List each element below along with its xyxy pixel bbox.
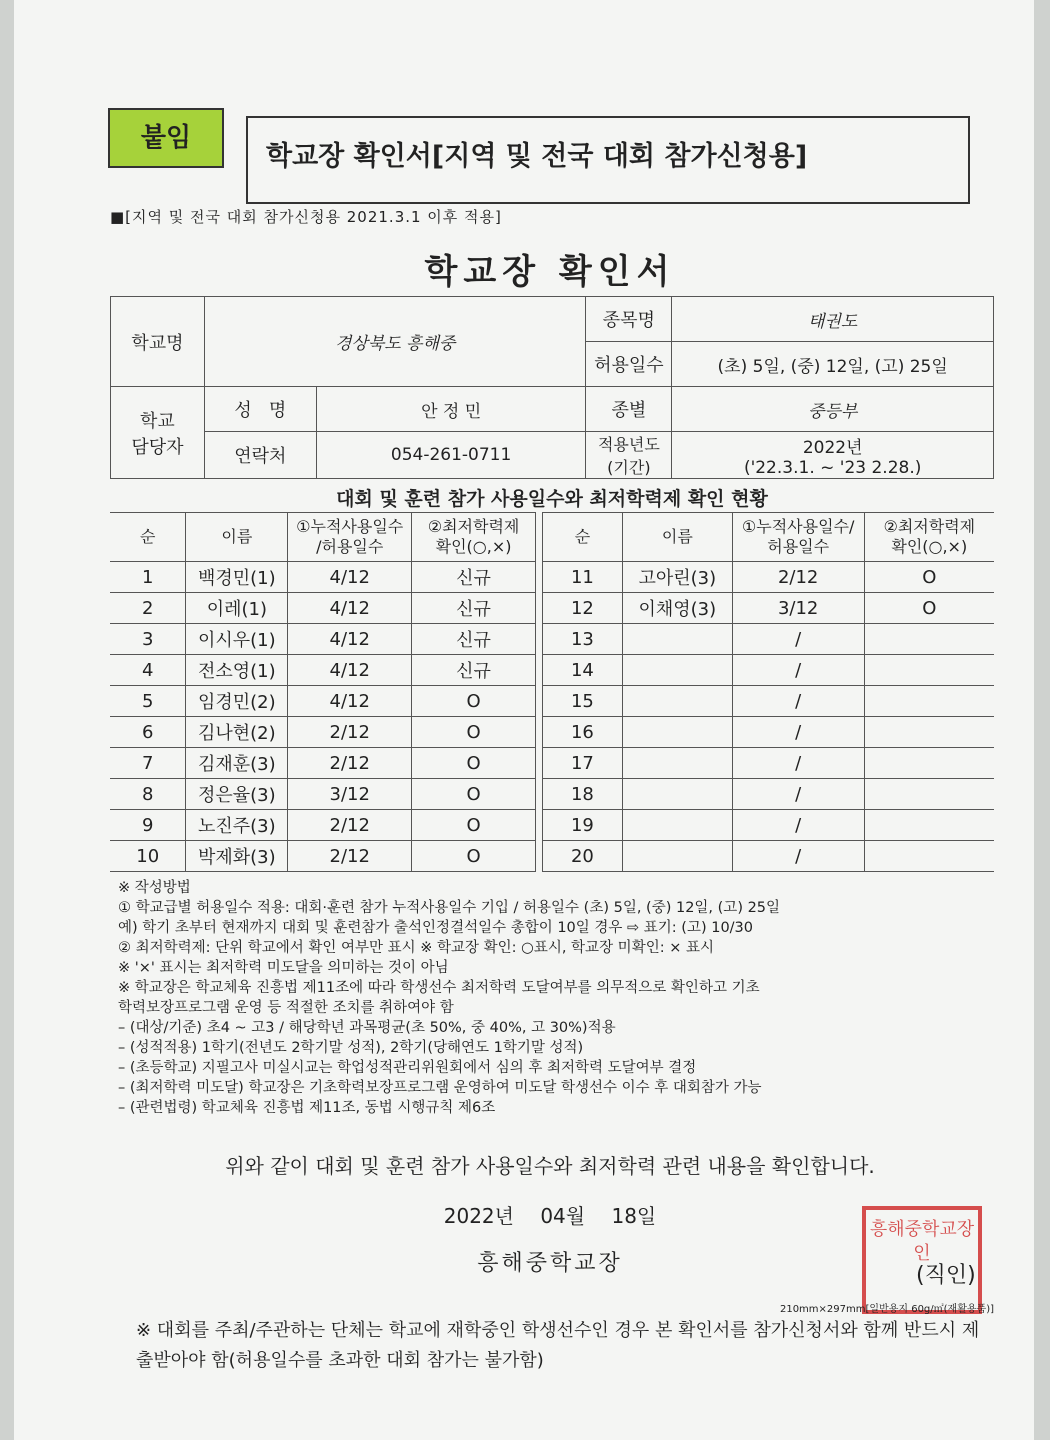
row-no: 2 [110,593,186,624]
row-check: O [412,748,536,779]
row-name: 김재훈(3) [186,748,288,779]
row-days: / [732,841,864,872]
note-line: ※ '×' 표시는 최저학력 미도달을 의미하는 것이 아님 [118,960,449,976]
row-days: 2/12 [288,810,412,841]
row-name [622,686,732,717]
note-line: – (성적적용) 1학기(전년도 2학기말 성적), 2학기(당해연도 1학기말 성적) [118,1040,584,1056]
info-table [110,296,994,479]
row-days: / [732,779,864,810]
year-label: 적용년도 (기간) [586,432,672,479]
footer-note: ※ 대회를 주최/주관하는 단체는 학교에 재학중인 학생선수인 경우 본 확인서를 참가신청서와 함께 반드시 제출받아야 함(허용일수를 초과한 대회 참가는 불가함) [136,1320,980,1371]
row-no: 1 [110,562,186,593]
row-name: 이레(1) [186,593,288,624]
row-check [864,841,994,872]
row-name [622,779,732,810]
row-no: 8 [110,779,186,810]
row-no: 13 [542,624,622,655]
class-label: 종별 [586,387,672,432]
header-name: 이름 [622,513,732,562]
row-check [864,810,994,841]
row-days: / [732,748,864,779]
row-check: O [412,717,536,748]
school-label: 학교명 [111,297,205,387]
row-check: 신규 [412,655,536,686]
row-days: 4/12 [288,593,412,624]
row-days: 4/12 [288,686,412,717]
row-check: O [412,810,536,841]
row-no: 17 [542,748,622,779]
row-days: 4/12 [288,624,412,655]
row-check [864,748,994,779]
row-name: 전소영(1) [186,655,288,686]
paper-spec: 210mm×297mm[일반용지 60g/㎡(재활용품)] [779,1304,994,1315]
row-name: 김나현(2) [186,717,288,748]
header-check: ②최저학력제 확인(○,×) [412,513,536,562]
row-days: / [732,717,864,748]
note-line: – (관련법령) 학교체육 진흥법 제11조, 동법 시행규칙 제6조 [118,1100,496,1116]
year-cell [672,432,994,479]
row-days: 2/12 [288,717,412,748]
row-check: O [412,779,536,810]
row-days: 2/12 [732,562,864,593]
table-row [110,810,994,841]
row-no: 12 [542,593,622,624]
header-no: 순 [542,513,622,562]
row-check [864,624,994,655]
header-check: ②최저학력제 확인(○,×) [864,513,994,562]
row-no: 16 [542,717,622,748]
row-check: O [864,593,994,624]
header-days: ①누적사용일수/ 허용일수 [732,513,864,562]
row-name [622,841,732,872]
row-check: 신규 [412,593,536,624]
row-check [864,717,994,748]
table-row [110,717,994,748]
row-name: 고아린(3) [622,562,732,593]
row-days: / [732,624,864,655]
contact-value: 054-261-0711 [316,432,586,479]
name-label: 성 명 [204,387,316,432]
row-days: / [732,686,864,717]
period-value: ('22.3.1. ~ '23 2.28.) [743,457,922,478]
official-seal-icon: 흥해중학교장인 [862,1206,982,1314]
row-days: / [732,655,864,686]
row-check [864,655,994,686]
attachment-badge: 붙임 [108,108,224,168]
note-line: – (최저학력 미도달) 학교장은 기초학력보장프로그램 운영하여 미도달 학생선수 이수 후 대회참가 가능 [118,1080,762,1096]
row-name: 노진주(3) [186,810,288,841]
note-line: ② 최저학력제: 단위 학교에서 확인 여부만 표시 ※ 학교장 확인: ○표시, 학교장 미확인: × 표시 [118,940,714,956]
row-name: 이채영(3) [622,593,732,624]
row-check: 신규 [412,624,536,655]
table-row [110,779,994,810]
row-no: 20 [542,841,622,872]
document-page [14,0,1034,1440]
row-no: 11 [542,562,622,593]
row-check: O [412,841,536,872]
row-name [622,624,732,655]
row-name: 정은율(3) [186,779,288,810]
row-days: 2/12 [288,841,412,872]
header-name: 이름 [186,513,288,562]
table-row [110,748,994,779]
row-name [622,655,732,686]
issue-date [110,1200,990,1229]
header-no: 순 [110,513,186,562]
roster-table [110,512,994,872]
row-no: 4 [110,655,186,686]
row-days: 3/12 [288,779,412,810]
allowed-days-value: (초) 5일, (중) 12일, (고) 25일 [672,342,994,387]
row-name [622,748,732,779]
table-row [110,562,994,593]
confirm-statement: 위와 같이 대회 및 훈련 참가 사용일수와 최저학력 관련 내용을 확인합니다. [225,1154,875,1178]
writing-notes [118,878,998,1118]
contact-label: 연락처 [204,432,316,479]
row-no: 10 [110,841,186,872]
sub-note: ■[지역 및 전국 대회 참가신청용 2021.3.1 이후 적용] [110,208,502,226]
row-no: 14 [542,655,622,686]
note-line: – (대상/기준) 초4 ~ 고3 / 해당학년 과목평균(초 50%, 중 40%, 고 30%)적용 [118,1020,616,1036]
note-line: ※ 학교장은 학교체육 진흥법 제11조에 따라 학생선수 최저학력 도달여부를 의무적으로 확인하고 기초 [118,980,760,996]
row-no: 6 [110,717,186,748]
row-days: / [732,810,864,841]
row-no: 9 [110,810,186,841]
row-no: 19 [542,810,622,841]
school-head: 흥해중학교장 [477,1251,623,1276]
class-value: 중등부 [672,387,994,432]
row-check: O [864,562,994,593]
section-title: 대회 및 훈련 참가 사용일수와 최저학력제 확인 현황 [336,488,768,510]
note-line: 학력보장프로그램 운영 등 적절한 조치를 취하여야 함 [118,1000,454,1016]
row-days: 4/12 [288,655,412,686]
allowed-days-label: 허용일수 [586,342,672,387]
row-check: 신규 [412,562,536,593]
row-no: 15 [542,686,622,717]
seal-label: (직인) [916,1263,976,1288]
date-day: 18일 [611,1204,657,1228]
row-name [622,810,732,841]
row-no: 3 [110,624,186,655]
date-year: 2022년 [443,1204,514,1228]
note-line: – (초등학교) 지필고사 미실시교는 학업성적관리위원회에서 심의 후 최저학력 도달여부 결정 [118,1060,697,1076]
row-name: 임경민(2) [186,686,288,717]
school-value: 경상북도 흥해중 [204,297,586,387]
row-days: 4/12 [288,562,412,593]
row-no: 18 [542,779,622,810]
row-name: 백경민(1) [186,562,288,593]
row-check [864,686,994,717]
event-label: 종목명 [586,297,672,342]
manager-label: 학교 담당자 [111,387,205,479]
row-days: 2/12 [288,748,412,779]
row-check [864,779,994,810]
row-check: O [412,686,536,717]
table-row [110,841,994,872]
name-value: 안 정 민 [316,387,586,432]
table-row [110,624,994,655]
row-name: 박제화(3) [186,841,288,872]
header-title: 학교장 확인서[지역 및 전국 대회 참가신청용] [246,116,970,204]
note-line: ① 학교급별 허용일수 적용: 대회·훈련 참가 누적사용일수 기입 / 허용일수 (초) 5일, (중) 12일, (고) 25일 [118,900,781,916]
row-no: 5 [110,686,186,717]
table-row [110,593,994,624]
event-value: 태권도 [672,297,994,342]
table-row [110,655,994,686]
table-row [110,686,994,717]
year-value: 2022년 [802,437,863,458]
header-days: ①누적사용일수 /허용일수 [288,513,412,562]
row-name: 이시우(1) [186,624,288,655]
row-no: 7 [110,748,186,779]
date-month: 04월 [540,1204,586,1228]
row-days: 3/12 [732,593,864,624]
document-title: 학교장 확인서 [424,252,676,292]
note-line: 예) 학기 초부터 현재까지 대회 및 훈련참가 출석인정결석일수 총합이 10일 경우 ⇨ 표기: (고) 10/30 [118,920,754,936]
row-name [622,717,732,748]
note-line: ※ 작성방법 [118,880,191,896]
